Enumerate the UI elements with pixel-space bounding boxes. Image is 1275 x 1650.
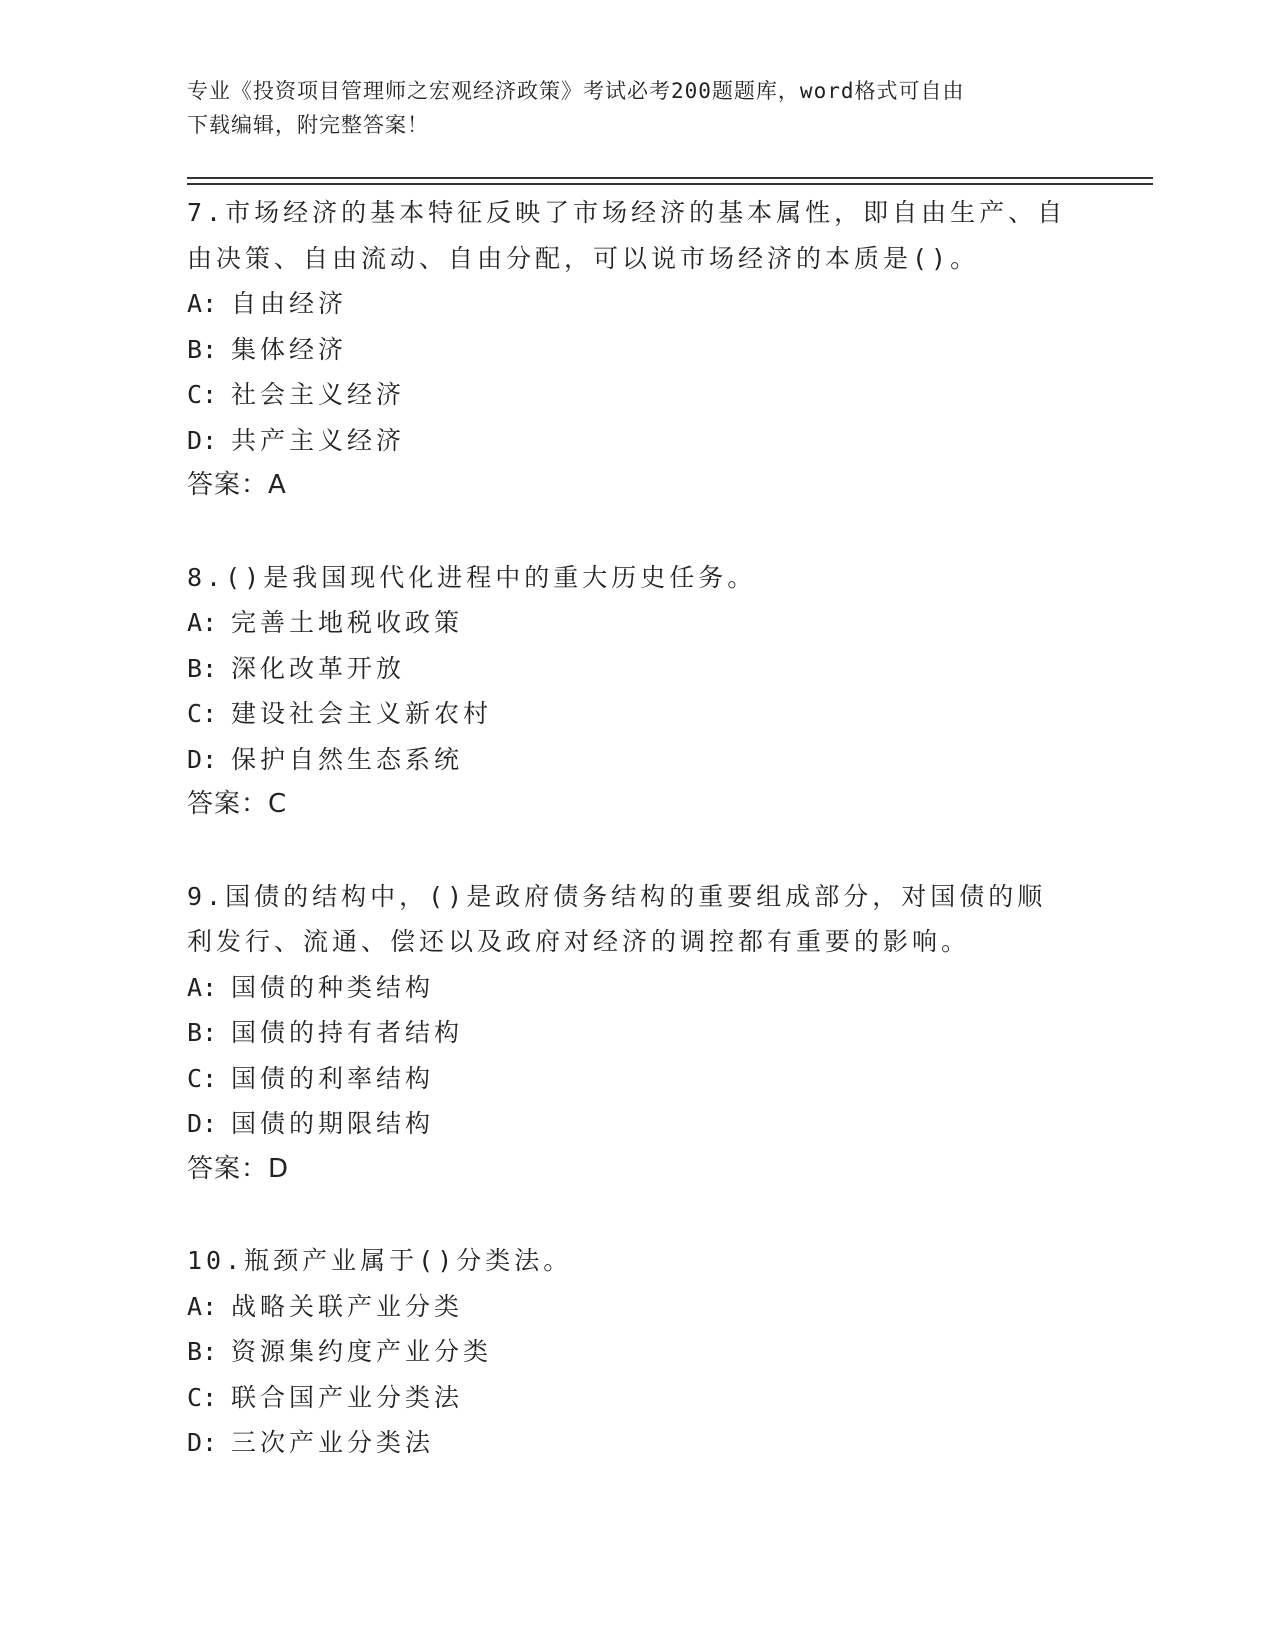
option-text: 完善土地税收政策 [231, 608, 464, 637]
option-letter: B: [187, 334, 218, 364]
question-10 [187, 1238, 1067, 1466]
option-text: 保护自然生态系统 [231, 744, 464, 774]
option-text: 国债的持有者结构 [231, 1018, 464, 1047]
option-letter: B: [187, 1018, 218, 1047]
question-list [187, 190, 1067, 1512]
header-line-2: 下载编辑，附完整答案！ [187, 113, 429, 137]
option-d [187, 737, 1067, 783]
option-a [187, 965, 1067, 1011]
header-line-1: 专业《投资项目管理师之宏观经济政策》考试必考200题题库，word格式可自由 [187, 79, 965, 103]
option-letter: A: [187, 972, 218, 1002]
option-b [187, 1329, 1067, 1375]
question-stem: 7.市场经济的基本特征反映了市场经济的基本属性，即自由生产、自由决策、自由流动、自由分配，可以说市场经济的本质是()。 [187, 198, 1067, 273]
header-rule-bottom [187, 183, 1153, 185]
option-b [187, 327, 1067, 373]
option-text: 社会主义经济 [231, 380, 406, 409]
document-header [187, 74, 1067, 142]
option-letter: D: [187, 1428, 218, 1457]
option-c [187, 372, 1067, 418]
option-text: 集体经济 [231, 334, 348, 364]
option-c [187, 1375, 1067, 1421]
option-letter: A: [187, 608, 218, 637]
question-stem: 9.国债的结构中，()是政府债务结构的重要组成部分，对国债的顺利发行、流通、偿还以及政府对经济的调控都有重要的影响。 [187, 881, 1047, 956]
answer-label: 答案：A [187, 470, 287, 500]
option-text: 国债的种类结构 [231, 972, 435, 1002]
option-letter: C: [187, 1063, 218, 1093]
answer-label: 答案：C [187, 789, 288, 819]
question-8 [187, 555, 1067, 828]
option-b [187, 1010, 1067, 1056]
option-text: 资源集约度产业分类 [231, 1337, 493, 1366]
option-letter: D: [187, 425, 218, 455]
option-letter: B: [187, 1337, 218, 1366]
option-letter: C: [187, 380, 218, 409]
question-stem: 8.()是我国现代化进程中的重大历史任务。 [187, 562, 757, 592]
option-a [187, 1284, 1067, 1330]
answer-label: 答案：D [187, 1153, 290, 1184]
option-letter: C: [187, 699, 218, 728]
option-a [187, 281, 1067, 327]
option-text: 建设社会主义新农村 [231, 699, 493, 728]
option-letter: A: [187, 1291, 218, 1321]
option-text: 深化改革开放 [231, 653, 406, 683]
option-text: 三次产业分类法 [231, 1428, 435, 1457]
option-letter: D: [187, 744, 218, 774]
option-text: 自由经济 [231, 289, 348, 318]
header-rule-top [187, 177, 1153, 179]
option-c [187, 691, 1067, 737]
option-letter: C: [187, 1382, 218, 1412]
option-b [187, 646, 1067, 692]
question-9 [187, 874, 1067, 1193]
option-d [187, 1101, 1067, 1147]
question-stem: 10.瓶颈产业属于()分类法。 [187, 1246, 573, 1275]
option-d [187, 1420, 1067, 1466]
option-text: 国债的期限结构 [231, 1109, 435, 1138]
question-7 [187, 190, 1067, 509]
option-letter: B: [187, 653, 218, 683]
option-text: 共产主义经济 [231, 425, 406, 455]
option-c [187, 1056, 1067, 1102]
option-d [187, 418, 1067, 464]
option-letter: D: [187, 1109, 218, 1138]
option-text: 联合国产业分类法 [231, 1382, 464, 1412]
option-text: 国债的利率结构 [231, 1063, 435, 1093]
option-text: 战略关联产业分类 [231, 1291, 464, 1321]
option-a [187, 600, 1067, 646]
option-letter: A: [187, 289, 218, 318]
